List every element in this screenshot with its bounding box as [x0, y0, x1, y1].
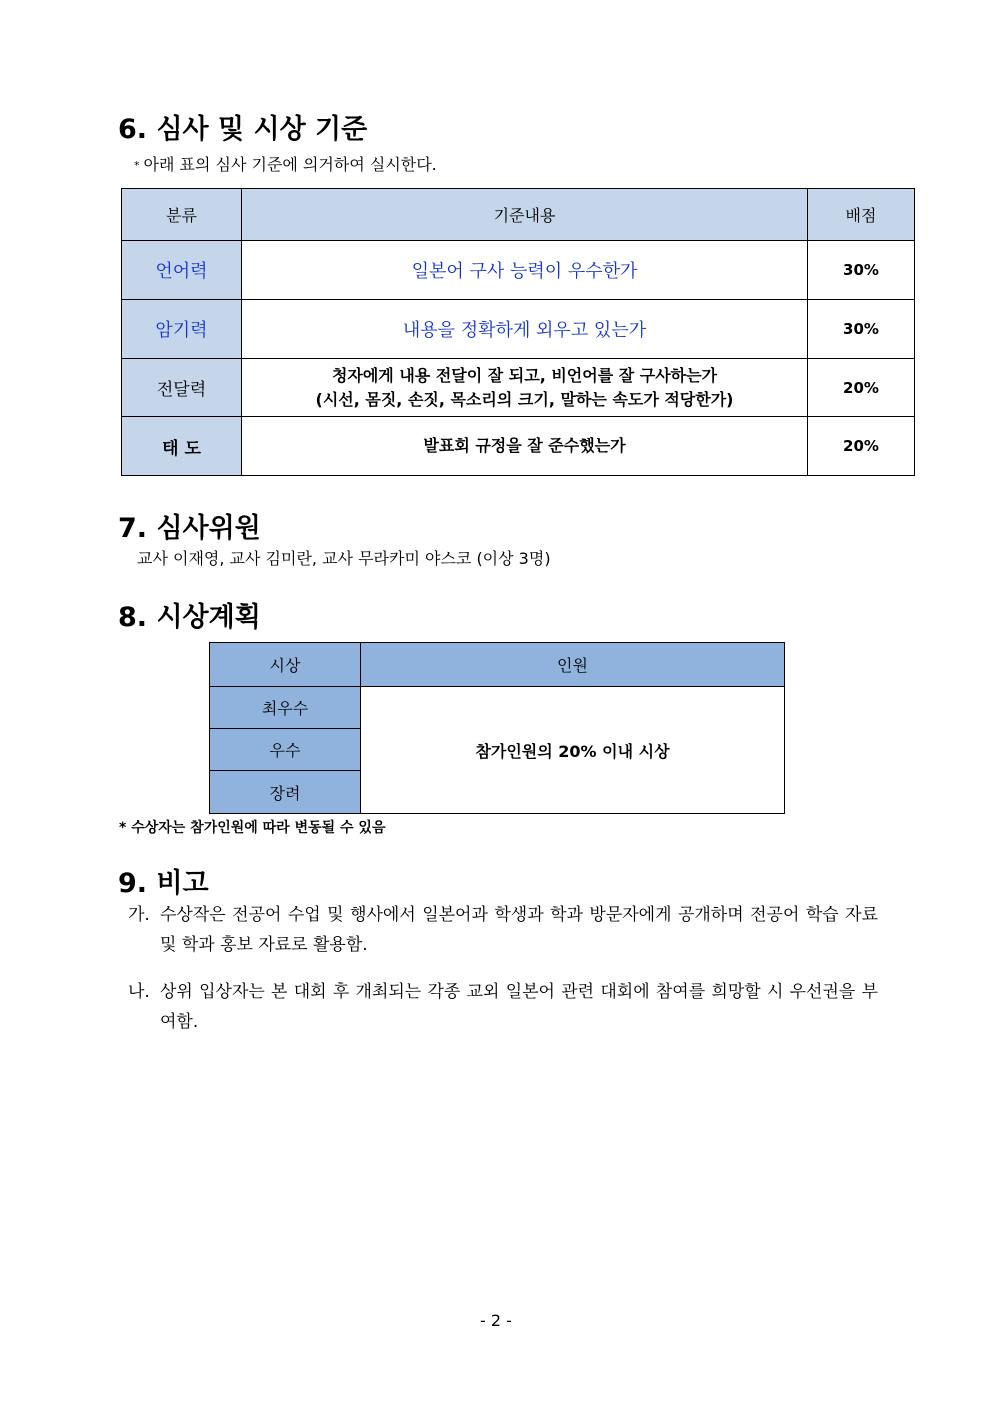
criteria-header-row — [122, 189, 915, 241]
remark-item — [128, 900, 878, 960]
section-8-title: 8. 시상계획 — [118, 602, 261, 633]
remark-item — [128, 977, 878, 1037]
award-label: 우수 — [210, 729, 361, 771]
table-row — [122, 359, 915, 417]
award-merged-cell: 참가인원의 20% 이내 시상 — [361, 687, 785, 814]
remark-text: 상위 입상자는 본 대회 후 개최되는 각종 교외 일본어 관련 대회에 참여를 희망할 시 우선권을 부여함. — [160, 982, 878, 1032]
criteria-points: 30% — [808, 300, 915, 359]
page-number: - 2 - — [480, 1311, 512, 1330]
criteria-category: 언어력 — [122, 241, 242, 300]
remark-text: 수상작은 전공어 수업 및 행사에서 일본어과 학생과 학과 방문자에게 공개하며 전공어 학습 자료 및 학과 홍보 자료로 활용함. — [160, 905, 878, 955]
section-6-note — [134, 154, 437, 177]
criteria-category: 태 도 — [122, 417, 242, 476]
remark-mark: 나. — [128, 982, 150, 1002]
table-row — [210, 687, 785, 729]
section-7-title: 7. 심사위원 — [118, 513, 261, 544]
criteria-content-line2: (시선, 몸짓, 손짓, 목소리의 크기, 말하는 속도가 적당한가) — [315, 389, 734, 409]
criteria-content: 내용을 정확하게 외우고 있는가 — [242, 300, 808, 359]
table-row — [122, 300, 915, 359]
criteria-content: 발표회 규정을 잘 준수했는가 — [242, 417, 808, 476]
criteria-points: 20% — [808, 417, 915, 476]
remark-mark: 가. — [128, 905, 150, 925]
award-label: 최우수 — [210, 687, 361, 729]
section-8-note: * 수상자는 참가인원에 따라 변동될 수 있음 — [119, 820, 386, 836]
asterisk-icon: * — [134, 158, 140, 172]
criteria-content: 일본어 구사 능력이 우수한가 — [242, 241, 808, 300]
award-header-count: 인원 — [361, 643, 785, 687]
criteria-table — [121, 188, 915, 476]
criteria-points: 30% — [808, 241, 915, 300]
table-row — [122, 241, 915, 300]
award-label: 장려 — [210, 771, 361, 814]
criteria-header-points: 배점 — [808, 189, 915, 241]
criteria-content-line1: 청자에게 내용 전달이 잘 되고, 비언어를 잘 구사하는가 — [331, 365, 718, 385]
criteria-content — [242, 359, 808, 417]
criteria-points: 20% — [808, 359, 915, 417]
section-6-title: 6. 심사 및 시상 기준 — [118, 114, 368, 145]
table-row — [122, 417, 915, 476]
criteria-category: 전달력 — [122, 359, 242, 417]
criteria-category: 암기력 — [122, 300, 242, 359]
section-7-text: 교사 이재영, 교사 김미란, 교사 무라카미 야스코 (이상 3명) — [137, 549, 551, 568]
section-9-title: 9. 비고 — [118, 868, 209, 899]
award-table — [209, 642, 785, 814]
section-6-note-text: 아래 표의 심사 기준에 의거하여 실시한다. — [143, 155, 437, 174]
criteria-header-content: 기준내용 — [242, 189, 808, 241]
award-header-row — [210, 643, 785, 687]
criteria-header-category: 분류 — [122, 189, 242, 241]
award-header-prize: 시상 — [210, 643, 361, 687]
